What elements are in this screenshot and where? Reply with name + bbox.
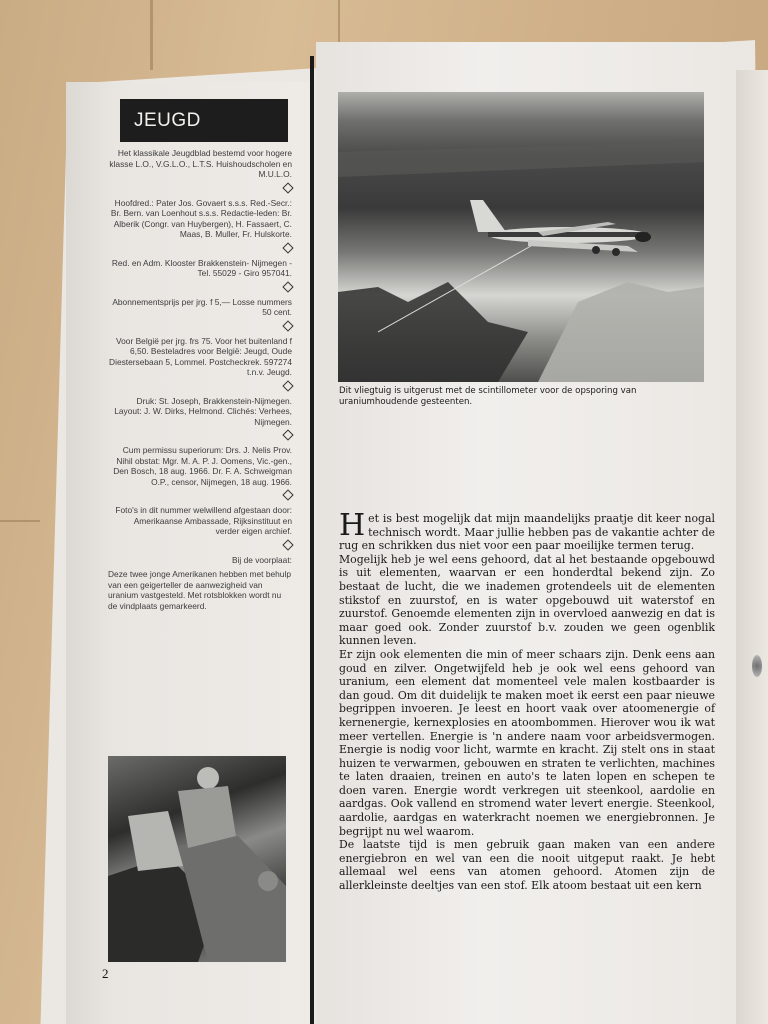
colophon-belgium: Voor België per jrg. frs 75. Voor het buitenland f 6,50. Besteladres voor België: Jeugd, Oude Diestersebaan 5, Lommel. Postcheckrek. 597274 t.n.v. Jeugd. (109, 335, 292, 377)
article-paragraph-text: et is best mogelijk dat mijn maandelijks praatje dit keer nogal technisch wordt. Maar jullie hebben pas de vakantie achter de rug en schrikken dus niet voor een paar moeilijke termen terug. (339, 512, 715, 553)
colophon-photos: Foto's in dit nummer welwillend afgestaan door: Amerikaanse Ambassade, Rijksinstituut en verder eigen archief. (115, 505, 292, 536)
photo-caption: Dit vliegtuig is uitgerust met de scintillometer voor de opsporing van uraniumhoudende gesteenten. (339, 386, 637, 407)
colophon-permission: Cum permissu superiorum: Drs. J. Nelis Prov. Nihil obstat: Mgr. M. A. P. J. Oomens, Vic.-gen., Den Bosch, 18 aug. 1966. Dr. F. A. Schweigman O.P., censor, Nijmegen, 18 aug. 1966. (113, 445, 292, 487)
diamond-icon (282, 429, 293, 440)
colophon-editors: Hoofdred.: Pater Jos. Govaert s.s.s. Red.-Secr.: Br. Bern. van Loenhout s.s.s. Redactie-leden: Br. Alberik (Congr. van Huybergen), H. Fassaert, C. Maas, B. Muller, Fr. Hulskorte. (110, 197, 292, 239)
airplane-photo (338, 92, 704, 382)
floor-seam (150, 0, 153, 70)
cover-heading: Bij de voorplaat: (231, 554, 292, 565)
airplane-photo-art (338, 92, 704, 382)
diamond-icon (282, 242, 293, 253)
diamond-icon (282, 320, 293, 331)
diamond-icon (282, 380, 293, 391)
staple-mark (752, 655, 762, 677)
diamond-icon (282, 539, 293, 550)
page-number: 2 (102, 966, 109, 981)
colophon-administration: Red. en Adm. Klooster Brakkenstein- Nijmegen - Tel. 55029 - Giro 957041. (111, 257, 292, 278)
diamond-icon (282, 489, 293, 500)
dropcap: H (339, 508, 366, 543)
diamond-icon (282, 281, 293, 292)
article-body (339, 508, 715, 893)
colophon (108, 148, 292, 615)
article-paragraph: Mogelijk heb je wel eens gehoord, dat al het bestaande opgebouwd is uit elementen, waarvan er een honderdtal bekend zijn. Zo bestaat de lucht, die we inademen grotendeels uit de elementen stikstof en zuurstof, en is water opgebouwd uit waterstof en zuurstof. Genoemde elementen zijn in overvloed aanwezig en dat is maar goed ook. Zonder zuurstof b.v. zouden we geen ogenblik kunnen leven. (339, 552, 715, 648)
airplane-icon (470, 200, 651, 256)
floor-seam (0, 520, 40, 522)
diamond-icon (282, 182, 293, 193)
geiger-counter-photo (108, 756, 286, 962)
floor-seam (338, 0, 340, 45)
article-paragraph: Er zijn ook elementen die min of meer schaars zijn. Denk eens aan goud en zilver. Ongetwijfeld heb je ook wel eens gehoord van uranium, een element dat momenteel vele malen kostbaarder is dan goud. Om dit duidelijk te maken moet ik eerst een paar nieuwe begrippen invoeren. Je leest en hoort vaak over atoomenergie of kernenergie, kernexplosies en atoombommen. Hierover wou ik wat meer vertellen. Energie is 'n andere naam voor arbeidsvermogen. Energie is nodig voor licht, warmte en kracht. Zij stelt ons in staat huizen te verwarmen, gebouwen en straten te verlichten, machines te laten draaien, treinen en auto's te laten lopen en schepen te doen varen. Energie wordt verkregen uit steenkool, aardolie en aardgas. Ook vallend en stromend water levert energie. Steenkool, aardolie, aardgas en waterkracht noemen we energiebronnen. Je begrijpt nu wel waarom. (339, 647, 715, 838)
colophon-print: Druk: St. Joseph, Brakkenstein-Nijmegen. Layout: J. W. Dirks, Helmond. Clichés: Verhees, Nijmegen. (114, 395, 292, 427)
colophon-intro: Het klassikale Jeugdblad bestemd voor hogere klasse L.O., V.G.L.O., L.T.S. Huishoudscholen en M.U.L.O. (109, 148, 292, 179)
masthead-title: JEUGD (134, 109, 201, 131)
colophon-subscription: Abonnementsprijs per jrg. f 5,— Losse nummers 50 cent. (112, 296, 292, 317)
cover-text: Deze twee jonge Amerikanen hebben met behulp van een geigerteller de aanwezigheid van uranium vastgesteld. Met rotsblokken wordt nu de vindplaats gemarkeerd. (108, 569, 291, 611)
geiger-counter-photo-art (108, 756, 286, 962)
article-paragraph: De laatste tijd is men gebruik gaan maken van een andere energiebron en wel van een die nooit uitgeput raakt. Je hebt allemaal wel eens van atomen gehoord. Atomen zijn de allerkleinste deeltjes van een stof. Elk atoom bestaat uit een kern (339, 838, 715, 893)
article-paragraph (339, 508, 715, 553)
masthead (120, 99, 288, 142)
center-divider (310, 56, 314, 1024)
